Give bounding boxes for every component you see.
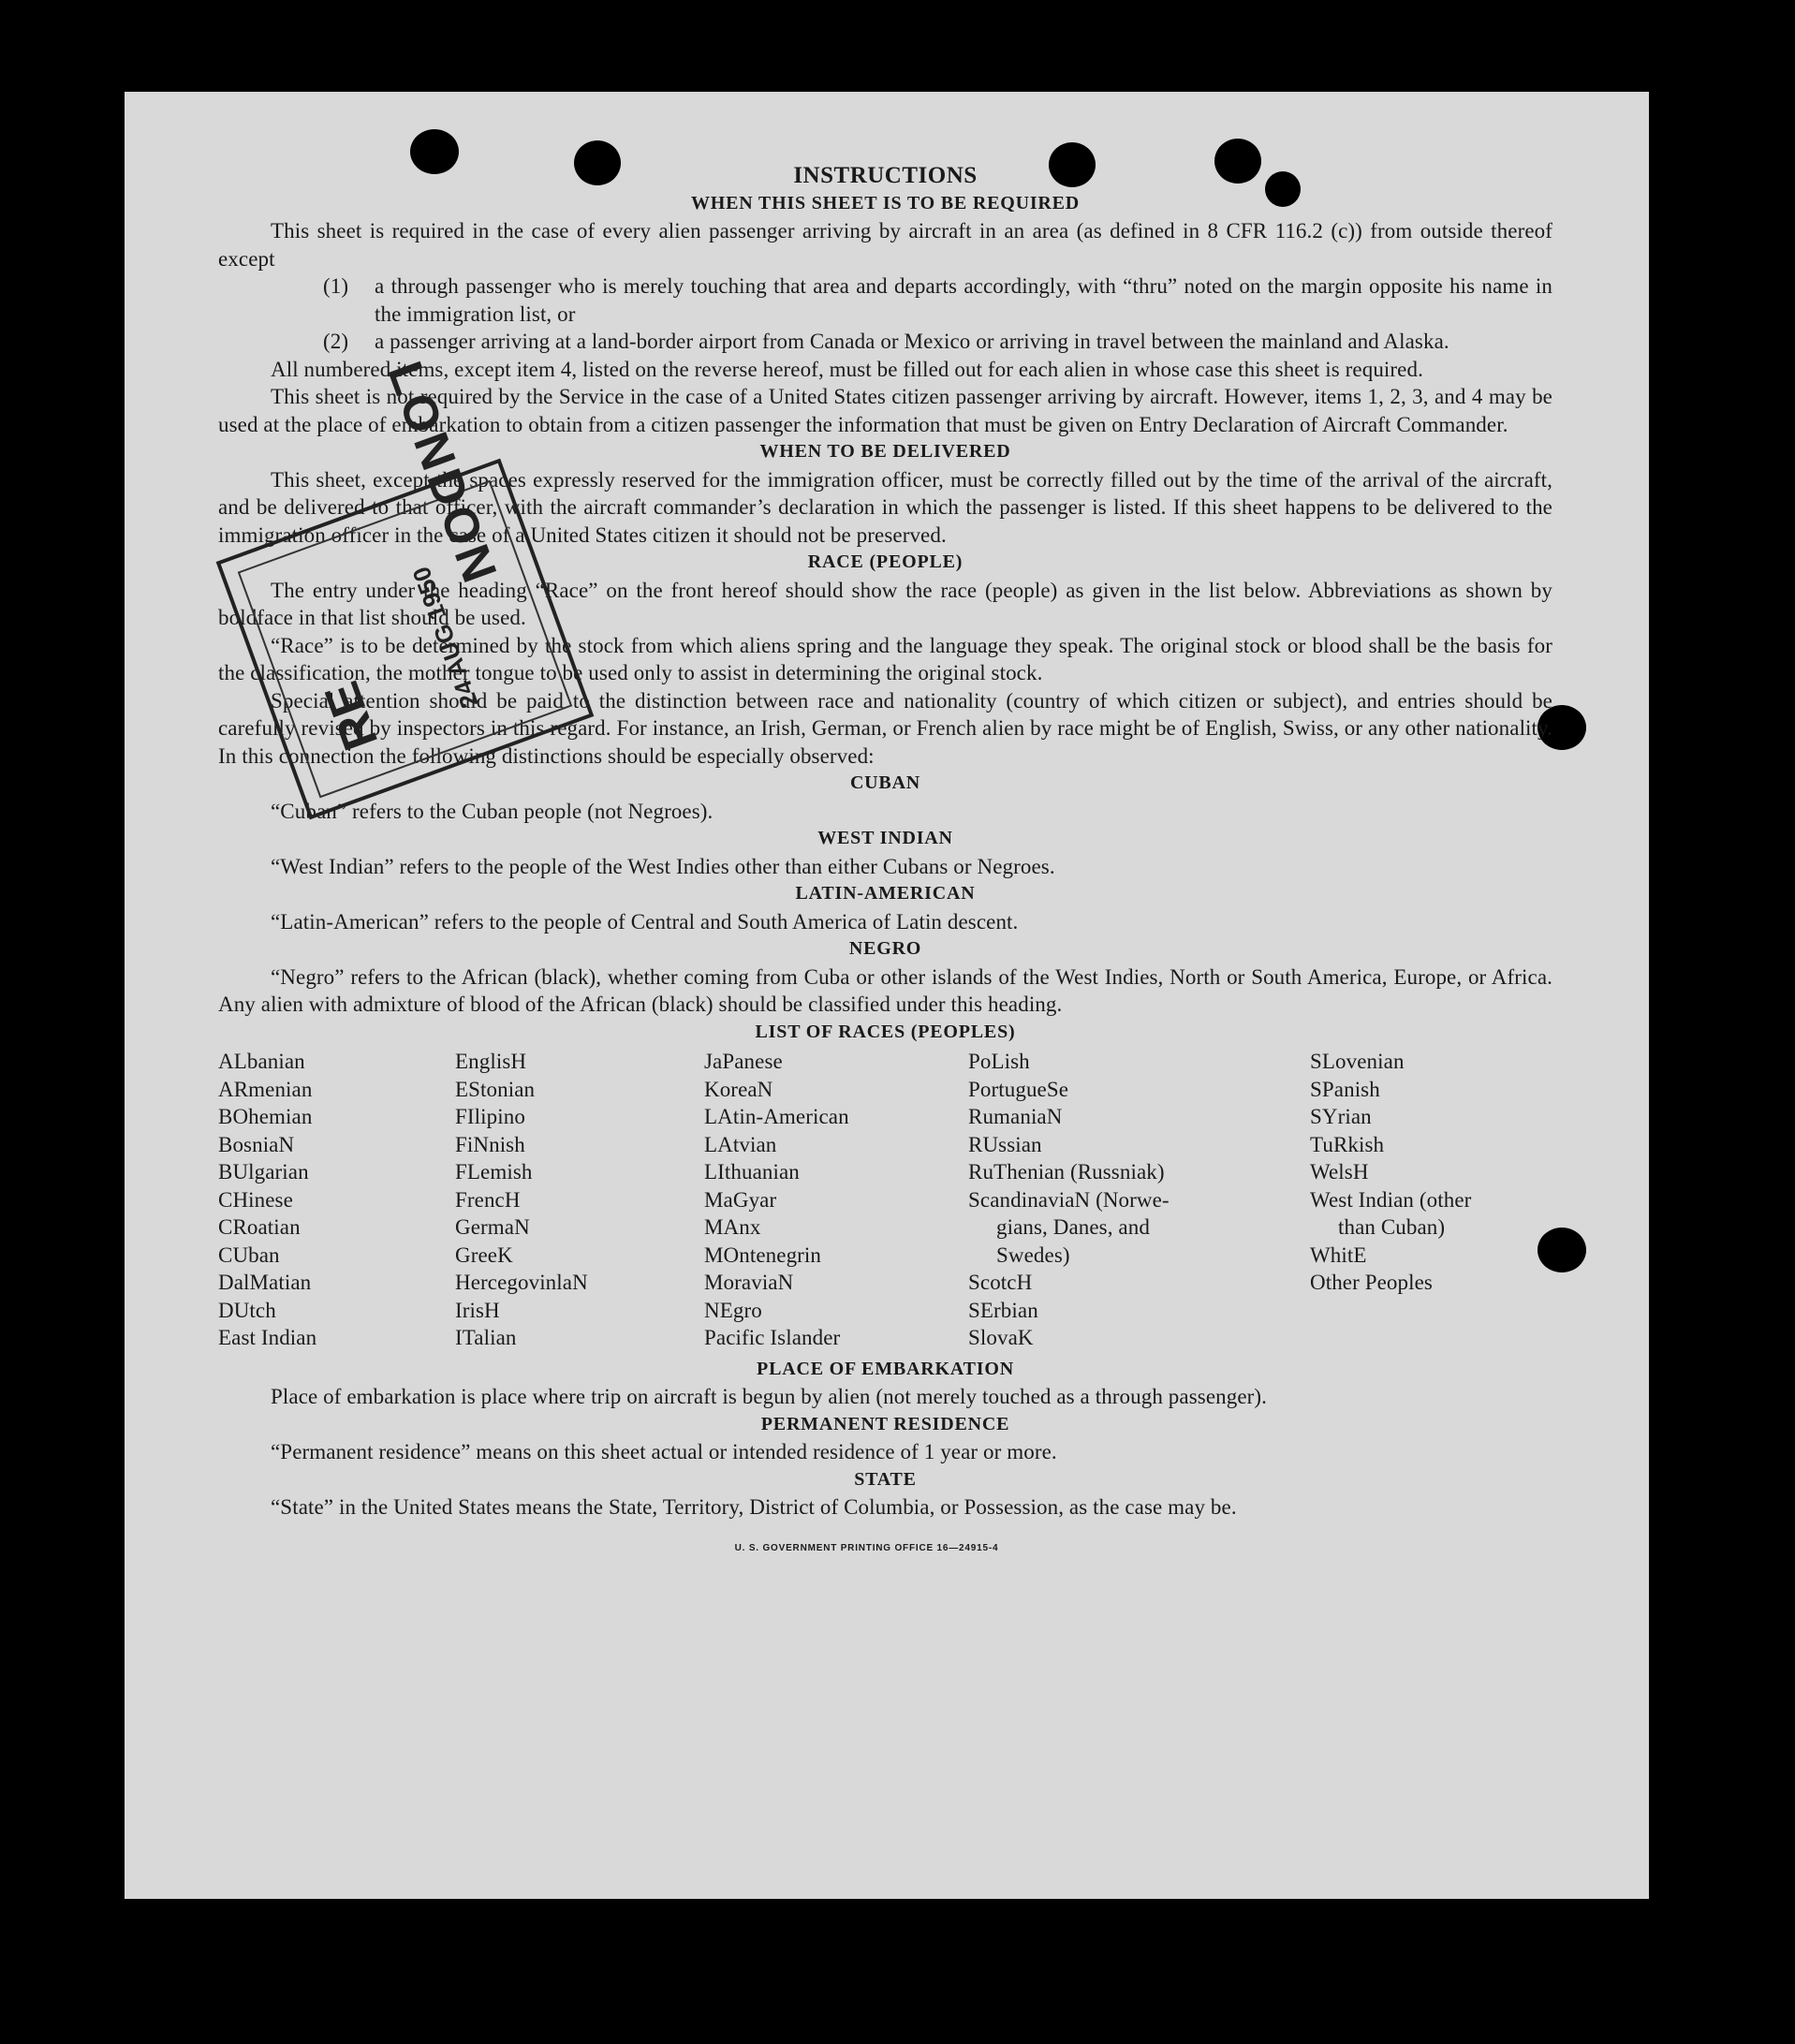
race-item: MoraviaN (704, 1271, 794, 1294)
race-item: BUlgarian (218, 1160, 309, 1184)
race-item: IrisH (455, 1298, 500, 1322)
numbered-item (323, 272, 1552, 328)
paragraph: This sheet, except the spaces expressly reserved for the immigration officer, must be correctly filled out by the time of the arrival of the aircraft, and be delivered to that officer, with the aircraft commander’s declaration in which the passenger is listed. If this sheet happens to be delivered to the immigration officer in the case of a United States citizen it should not be preserved. (218, 467, 1552, 547)
race-item: CUban (218, 1243, 280, 1267)
race-item: MOntenegrin (704, 1243, 822, 1267)
paragraph: “Permanent residence” means on this sheet actual or intended residence of 1 year or more. (271, 1440, 1057, 1463)
race-column-1 (218, 1048, 455, 1352)
race-item: FLemish (455, 1160, 533, 1184)
section-heading: WHEN THIS SHEET IS TO BE REQUIRED (690, 192, 1081, 213)
stamp-city: LONDON (376, 355, 508, 594)
race-item: CRoatian (218, 1215, 301, 1239)
stamp-date: 24 AUG 1950 (406, 563, 484, 713)
item-text: a through passenger who is merely touching that area and departs accordingly, with “thru” noted on the margin opposite his name in the immigration list, or (375, 274, 1552, 326)
paragraph: “Negro” refers to the African (black), whether coming from Cuba or other islands of the West Indies, North or South America, Europe, or Africa. Any alien with admixture of blood of the African (black) should be classified under this heading. (218, 964, 1552, 1016)
section-heading: CUBAN (849, 772, 921, 793)
section-heading: WEST INDIAN (817, 828, 953, 848)
race-item: gians, Danes, and (996, 1215, 1150, 1239)
section-heading: LIST OF RACES (PEOPLES) (755, 1021, 1016, 1042)
race-item: GreeK (455, 1243, 513, 1267)
race-item: CHinese (218, 1187, 293, 1212)
race-item: SPanish (1310, 1077, 1380, 1101)
section-heading: WHEN TO BE DELIVERED (759, 441, 1011, 462)
race-item: EStonian (455, 1077, 536, 1101)
item-number: (2) (323, 330, 349, 353)
race-item: than Cuban) (1338, 1215, 1446, 1239)
race-item: FiNnish (455, 1132, 525, 1156)
printer-imprint: U. S. GOVERNMENT PRINTING OFFICE 16—24915-4 (734, 1542, 999, 1553)
paragraph: This sheet is required in the case of every alien passenger arriving by aircraft in an area (as defined in 8 CFR 116.2 (c)) from outside thereof except (218, 219, 1552, 271)
race-list (218, 1048, 1552, 1352)
race-item: LIthuanian (704, 1160, 800, 1184)
race-item: SErbian (968, 1298, 1038, 1322)
race-column-3 (704, 1048, 968, 1352)
race-item: DalMatian (218, 1271, 312, 1294)
race-item: PortugueSe (968, 1077, 1069, 1101)
race-item: BOhemian (218, 1105, 313, 1128)
paragraph: Special attention should be paid to the distinction between race and nationality (country of which citizen or subject), and entries should be carefully revised by inspectors in this regard. For instance, an Irish, German, or French alien by race might be of English, Swiss, or any other nationality. In this connection the following distinctions should be especially observed: (218, 688, 1552, 768)
section-heading: RACE (PEOPLE) (807, 551, 964, 572)
race-item: SYrian (1310, 1105, 1372, 1128)
race-item: DUtch (218, 1298, 276, 1322)
race-column-2 (455, 1048, 704, 1352)
race-item: WelsH (1310, 1160, 1369, 1184)
race-item: ScotcH (968, 1271, 1033, 1294)
stamp-mark: RE (315, 674, 390, 757)
race-item: RUssian (968, 1132, 1042, 1156)
race-item: LAtin-American (704, 1105, 849, 1128)
document-sheet (125, 92, 1649, 1899)
race-column-4 (968, 1048, 1310, 1352)
paragraph: “Latin-American” refers to the people of Central and South America of Latin descent. (271, 909, 1019, 934)
race-item: SlovaK (968, 1326, 1034, 1349)
race-item: HercegovinlaN (455, 1271, 588, 1294)
race-item: SLovenian (1310, 1050, 1405, 1073)
paragraph: Place of embarkation is place where trip on aircraft is begun by alien (not merely touched as a through passenger). (271, 1385, 1268, 1408)
section-heading: NEGRO (848, 938, 922, 959)
race-item: Pacific Islander (704, 1326, 841, 1349)
section-heading: STATE (854, 1468, 917, 1490)
race-item: GermaN (455, 1215, 530, 1239)
race-item: MaGyar (704, 1187, 777, 1212)
race-item: ITalian (455, 1326, 517, 1349)
section-heading: PERMANENT RESIDENCE (760, 1413, 1010, 1434)
race-item: Other Peoples (1310, 1271, 1433, 1294)
race-item: West Indian (other (1310, 1187, 1472, 1212)
section-heading: PLACE OF EMBARKATION (757, 1358, 1014, 1379)
race-column-5 (1310, 1048, 1552, 1352)
paragraph: The entry under the heading “Race” on the front hereof should show the race (people) as given in the list below. Abbreviations as shown by boldface in that list should be used. (218, 578, 1552, 629)
race-item: WhitE (1310, 1243, 1367, 1267)
race-item: RumaniaN (968, 1105, 1063, 1128)
section-heading: LATIN-AMERICAN (795, 883, 976, 904)
race-item: Swedes) (996, 1243, 1070, 1267)
race-item: EnglisH (455, 1050, 527, 1073)
paragraph: “State” in the United States means the State, Territory, District of Columbia, or Possession, as the case may be. (271, 1495, 1237, 1519)
numbered-item (323, 328, 1552, 356)
race-item: BosniaN (218, 1132, 295, 1156)
item-number: (1) (323, 274, 349, 298)
race-item: KoreaN (704, 1077, 773, 1101)
paragraph: “West Indian” refers to the people of the West Indies other than either Cubans or Negroes. (271, 854, 1055, 878)
race-item: RuThenian (Russniak) (968, 1160, 1165, 1184)
race-item: ALbanian (218, 1050, 305, 1073)
race-item: TuRkish (1310, 1132, 1385, 1156)
race-item: JaPanese (704, 1050, 783, 1073)
paragraph: This sheet is not required by the Service in the case of a United States citizen passenger arriving by aircraft. However, items 1, 2, 3, and 4 may be used at the place of embarkation to obtain from a citizen passenger the information that must be given on Entry Declaration of Aircraft Commander. (218, 385, 1552, 436)
race-item: FrencH (455, 1187, 521, 1212)
race-item: MAnx (704, 1215, 761, 1239)
race-item: ScandinaviaN (Norwe- (968, 1187, 1170, 1212)
race-item: PoLish (968, 1050, 1030, 1073)
item-text: a passenger arriving at a land-border airport from Canada or Mexico or arriving in travel between the mainland and Alaska. (375, 330, 1449, 353)
race-item: ARmenian (218, 1077, 313, 1101)
race-item: East Indian (218, 1326, 317, 1349)
race-item: FIlipino (455, 1105, 525, 1128)
race-item: NEgro (704, 1298, 762, 1322)
paragraph: “Cuban” refers to the Cuban people (not Negroes). (271, 799, 714, 823)
document-title: INSTRUCTIONS (793, 163, 978, 188)
paragraph: “Race” is to be determined by the stock from which aliens spring and the language they speak. The original stock or blood shall be the basis for the classification, the mother tongue to be used only to assist in determining the original stock. (218, 633, 1552, 684)
paragraph: All numbered items, except item 4, listed on the reverse hereof, must be filled out for each alien in whose case this sheet is required. (271, 357, 1423, 381)
race-item: LAtvian (704, 1132, 777, 1156)
